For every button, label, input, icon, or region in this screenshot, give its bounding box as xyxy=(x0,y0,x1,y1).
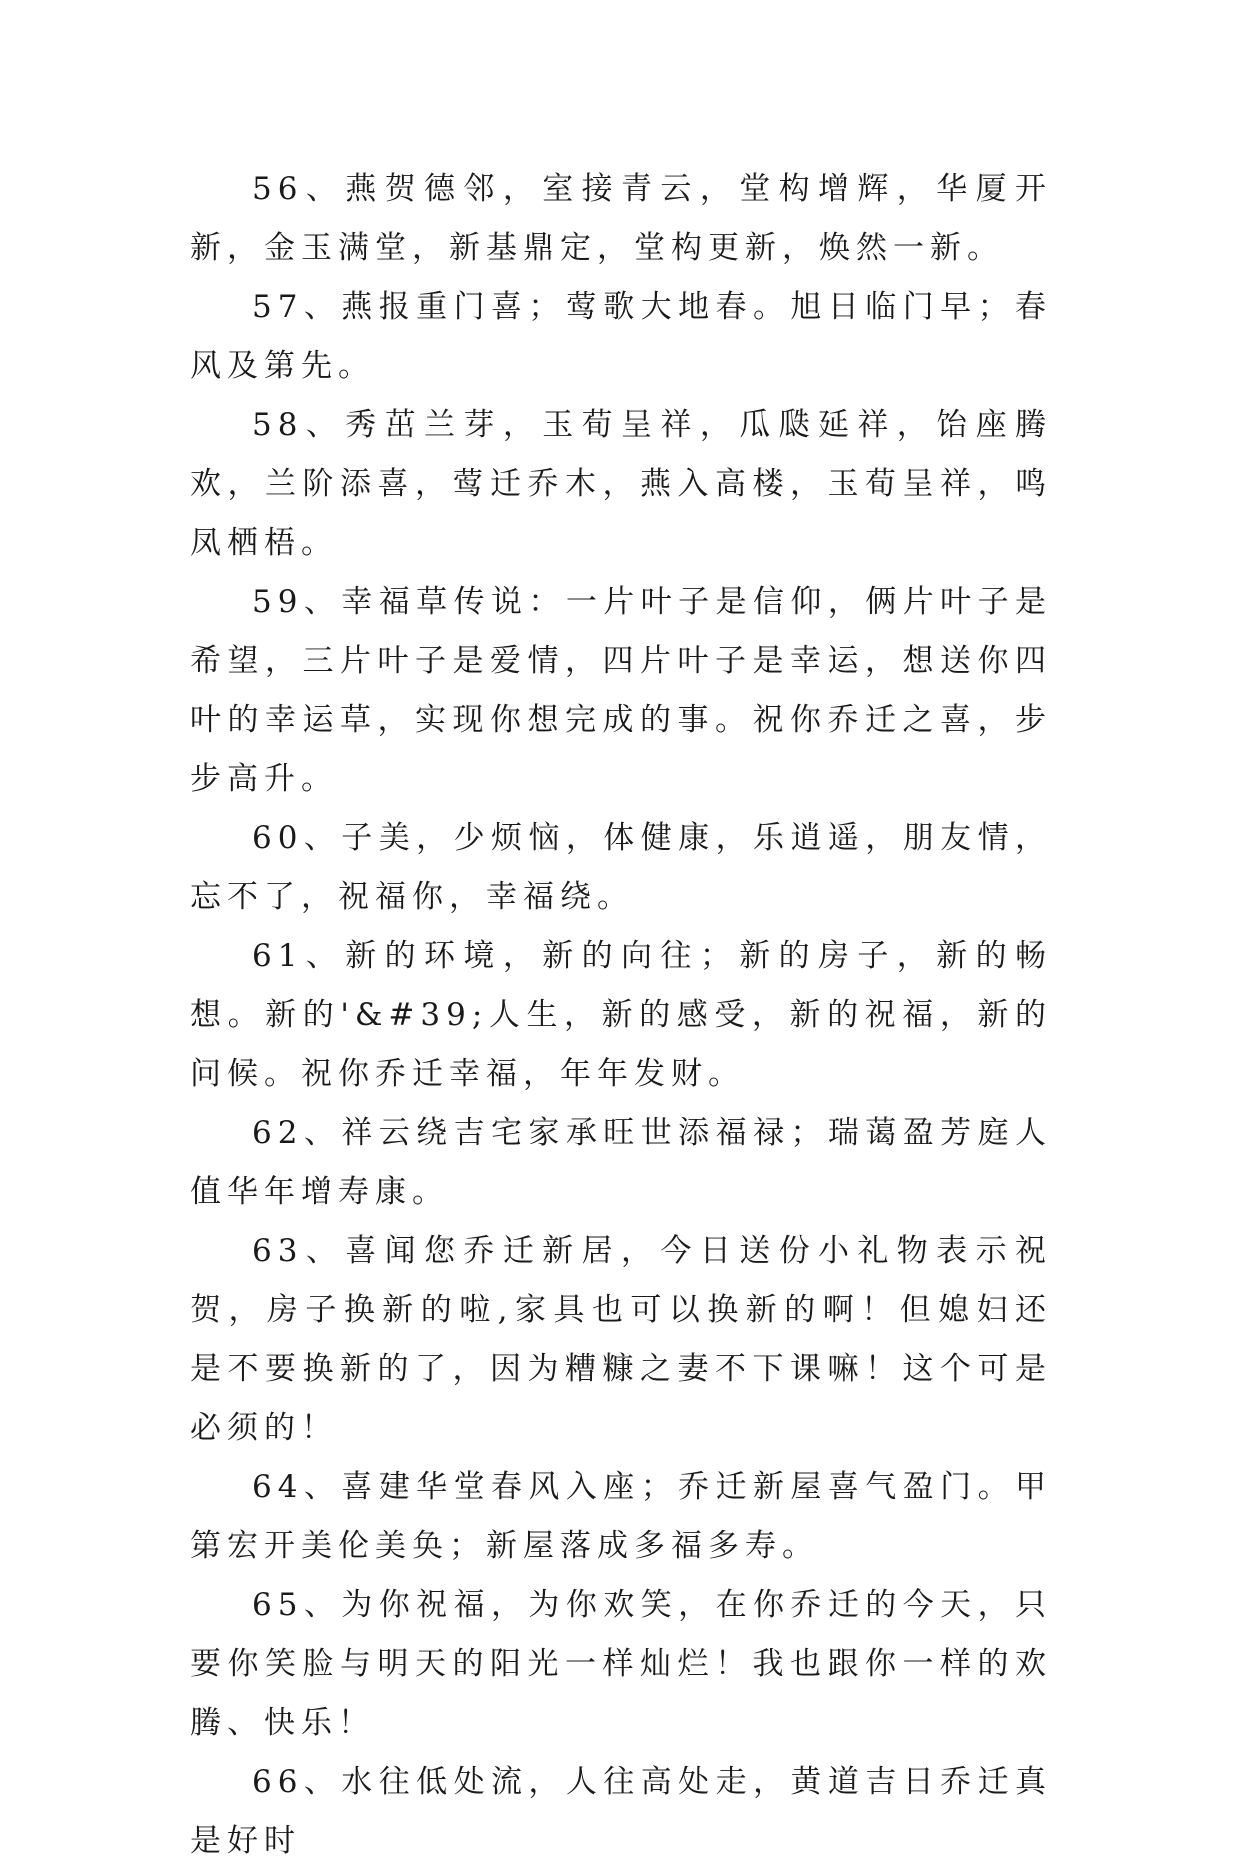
paragraph-61: 61、新的环境，新的向往；新的房子，新的畅想。新的'&#39;人生，新的感受，新的祝福，新的问候。祝你乔迁幸福，年年发财。 xyxy=(190,938,1052,1092)
paragraph-58: 58、秀茁兰芽，玉荀呈祥，瓜瓞延祥，饴座腾欢，兰阶添喜，莺迁乔木，燕入高楼，玉荀呈祥，鸣凤栖梧。 xyxy=(190,407,1052,561)
paragraph-56: 56、燕贺德邻，室接青云，堂构增辉，华厦开新，金玉满堂，新基鼎定，堂构更新，焕然一新。 xyxy=(190,171,1052,266)
paragraph-62: 62、祥云绕吉宅家承旺世添福禄；瑞蔼盈芳庭人值华年增寿康。 xyxy=(190,1115,1052,1210)
paragraph-66: 66、水往低处流，人往高处走，黄道吉日乔迁真是好时 xyxy=(190,1764,1052,1859)
paragraph-57: 57、燕报重门喜；莺歌大地春。旭日临门早；春风及第先。 xyxy=(190,289,1052,384)
paragraph-60: 60、子美，少烦恼，体健康，乐逍遥，朋友情，忘不了，祝福你，幸福绕。 xyxy=(190,820,1052,915)
document-body xyxy=(190,160,1052,1871)
paragraph-65: 65、为你祝福，为你欢笑，在你乔迁的今天，只要你笑脸与明天的阳光一样灿烂！我也跟你一样的欢腾、快乐！ xyxy=(190,1587,1052,1741)
paragraph-59: 59、幸福草传说：一片叶子是信仰，俩片叶子是希望，三片叶子是爱情，四片叶子是幸运，想送你四叶的幸运草，实现你想完成的事。祝你乔迁之喜，步步高升。 xyxy=(190,584,1052,797)
paragraph-63: 63、喜闻您乔迁新居，今日送份小礼物表示祝贺，房子换新的啦,家具也可以换新的啊！但媳妇还是不要换新的了，因为糟糠之妻不下课嘛！这个可是必须的！ xyxy=(190,1233,1052,1446)
paragraph-64: 64、喜建华堂春风入座；乔迁新屋喜气盈门。甲第宏开美伦美奂；新屋落成多福多寿。 xyxy=(190,1469,1052,1564)
